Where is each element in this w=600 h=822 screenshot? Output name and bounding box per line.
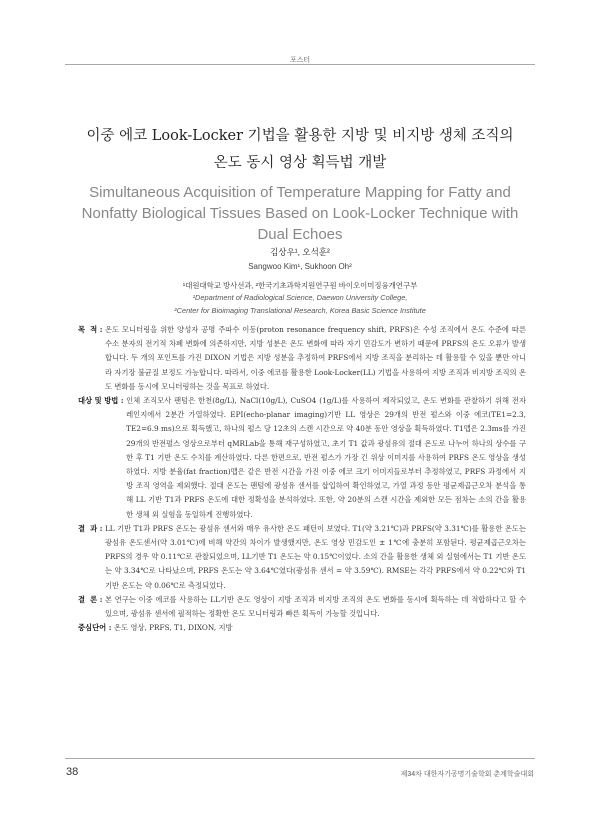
section-keywords [78, 621, 526, 635]
footer-divider [65, 758, 535, 759]
section-conclusion [78, 593, 526, 621]
section-text: 온도 영상, PRFS, T1, DIXON, 지방 [113, 623, 233, 633]
section-purpose [78, 323, 526, 394]
section-label: 결 과 : [78, 523, 105, 533]
section-label: 중심단어 : [78, 623, 114, 633]
affiliation-english-2: ²Center for Bioimaging Translational Research, Korea Basic Science Institute [174, 306, 426, 315]
page-number: 38 [66, 766, 79, 778]
affiliation-korean: ¹대원대학교 방사선과, ²한국기초과학지원연구원 바이오이미징융개연구부 [182, 281, 418, 290]
running-header: 포스터 [289, 57, 311, 64]
affiliation-english-1: ¹Department of Radiological Science, Daewon University College, [192, 293, 408, 302]
section-text: 온도 모니터링을 위한 양성자 공명 주파수 이동(proton resonance frequency shift, PRFS)은 수성 조직에서 온도 수준에 따른 수소 분자의 전기적 차폐 변화에 의존하지만, 지방 성분은 온도 변화에 따라 자기 민감도가 변하기 때문에 PRFS의 온도 오류가 발생합니다. 두 개의 포인트를 가진 DIXON 기법은 지방 성분을 추정하여 PRFS에서 지방 조직을 분리하는 데 활용할 수 있을 뿐만 아니라 자기장 불균질 보정도 가능합니다. 따라서, 이중 에코를 활용한 Look-Locker(LL) 기법을 사용하여 지방 조직과 비지방 조직의 온도 변화를 동시에 모니터링하는 것을 목표로 하였다. [104, 325, 526, 391]
korean-title-line-1: 이중 에코 Look-Locker 기법을 활용한 지방 및 비지방 생체 조직의 [86, 128, 514, 144]
english-title: Simultaneous Acquisition of Temperature Mapping for Fatty and Nonfatty Biological Tissues Based on Look-Locker Technique with Dual Echoes [81, 184, 519, 243]
section-text: 인체 조직모사 팬텀은 한천(8g/L), NaCl(10g/L), CuSO4 (1g/L)를 사용하여 제작되었고, 온도 변화를 관찰하기 위해 전자레인지에서 2분간 가열하였다. EPI(echo-planar imaging)기반 LL 영상은 29개의 반전 펄스와 이중 에코(TE1=2.3, TE2=6.9 ms)으로 획득했고, 하나의 펄스 당 12초의 스캔 시간으로 약 40분 동안 영상을 획득하였다. T1맵은 2.3ms를 가진 29개의 반전펄스 영상으로부터 qMRLab을 통해 재구성하였고, 초기 T1 값과 광섬유의 절대 온도로 나누어 하나의 상수를 구한 후 T1 기반 온도 수치를 계산하였다. 다른 한편으로, 반전 펄스가 가장 긴 위상 이미지를 사용하여 PRFS 온도 영상을 생성하였다. 지방 분율(fat fraction)맵은 같은 반전 시간을 가진 이중 에코 크기 이미지들로부터 추정하였고, PRFS 과정에서 지방 조직 영역을 제외했다. 절대 온도는 팬텀에 광섬유 센서를 삽입하여 확인하였고, 가열 과정 동안 평균제곱근오차 분석을 통해 LL 기반 T1과 PRFS 온도에 대한 정확성을 분석하였다. 또한, 약 20분의 스캔 시간을 제외한 모든 점차는 소의 간을 활용한 생체 외 실험을 동일하게 진행하였다. [126, 396, 526, 519]
authors-english: Sangwoo Kim¹, Sukhoon Oh² [248, 262, 352, 271]
conference-name: 제34차 대한자기공명기술학회 춘계학술대회 [400, 771, 534, 778]
abstract-body [78, 323, 526, 635]
section-label: 목 적 : [78, 325, 105, 334]
section-results [78, 522, 526, 593]
section-label: 결 론 : [78, 594, 105, 604]
header-divider [65, 64, 535, 65]
section-label: 대상 및 방법 : [78, 396, 127, 406]
korean-title-line-2: 온도 동시 영상 획득법 개발 [213, 155, 387, 171]
section-methods [78, 394, 526, 522]
authors-korean: 김상우¹, 오석훈² [270, 247, 330, 257]
korean-title [60, 123, 540, 177]
section-text: 본 연구는 이중 에코를 사용하는 LL기반 온도 영상이 지방 조직과 비지방 조직의 온도 변화를 동시에 획득하는 데 적합하다고 할 수 있으며, 광섬유 센서에 필적하는 정확한 온도 모니터링과 빠른 획득이 가능할 것입니다. [104, 594, 526, 619]
section-text: LL 기반 T1과 PRFS 온도는 광섬유 센서와 매우 유사한 온도 패턴이 보였다. T1(약 3.21℃)과 PRFS(약 3.31℃)를 활용한 온도는 광섬유 온도센서(약 3.01℃)에 비해 약간의 차이가 발생했지만, 온도 영상 민감도인 ± 1℃에 충분히 포함된다. 평균제곱근오차는 PRFS의 경우 약 0.11℃로 관찰되었으며, LL기반 T1 온도는 약 0.15℃이었다. 소의 간을 활용한 생체 외 실험에서는 T1 기반 온도는 약 3.34℃로 나타났으며, PRFS 온도는 약 3.64℃였다(광섬유 센서 = 약 3.59℃). RMSE는 각각 PRFS에서 약 0.22℃와 T1 기반 온도는 약 0.06℃로 측정되었다. [104, 523, 527, 590]
